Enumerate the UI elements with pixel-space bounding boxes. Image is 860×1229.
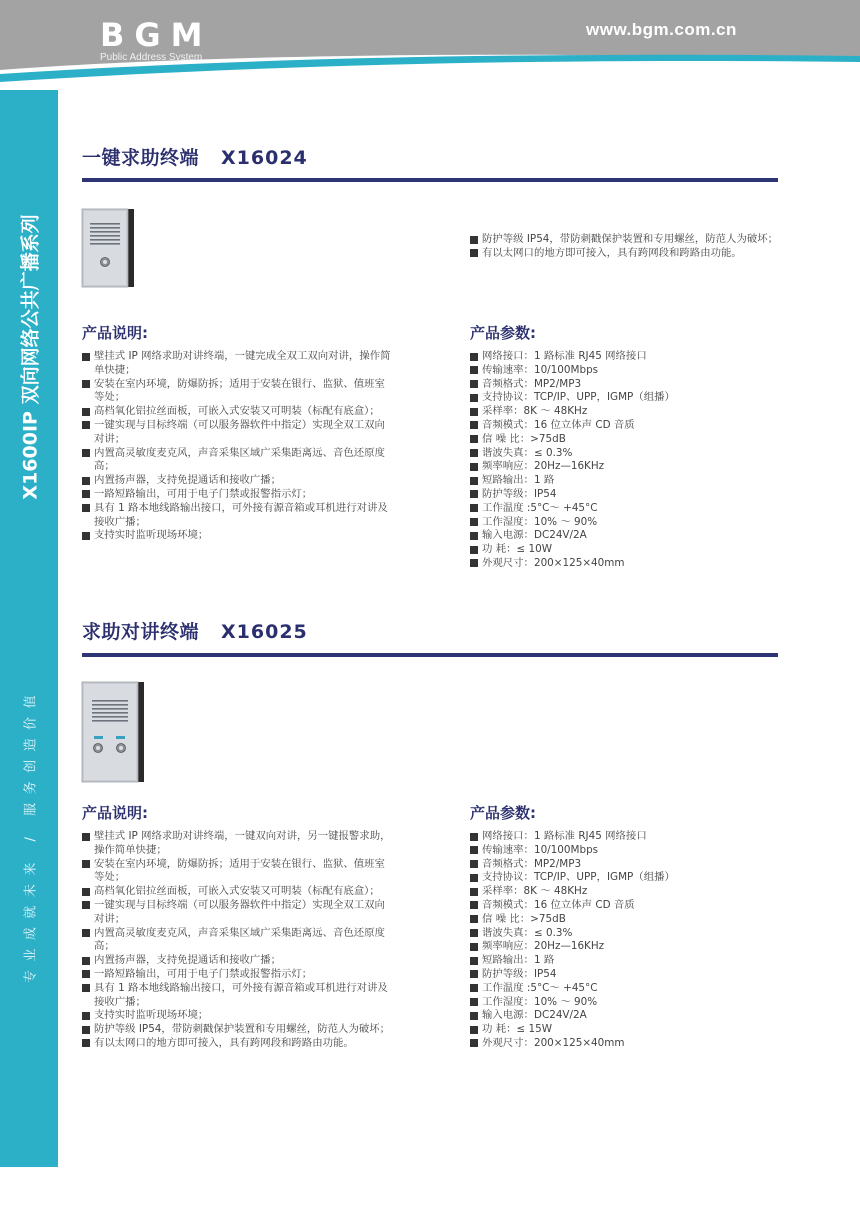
list-item: 内置扬声器，支持免提通话和接收广播； (82, 954, 392, 968)
list-item: 有以太网口的地方即可接入，具有跨网段和跨路由功能。 (82, 1037, 392, 1051)
list-item: 音频模式：16 位立体声 CD 音质 (470, 419, 770, 433)
list-item: 网络接口：1 路标准 RJ45 网络接口 (470, 830, 770, 844)
list-item: 外观尺寸：200×125×40mm (470, 1037, 770, 1051)
product-title (82, 617, 308, 644)
logo-subtitle: Public Address System (100, 52, 203, 63)
list-item: 高档氧化铝拉丝面板，可嵌入式安装又可明装（标配有底盒）； (82, 405, 392, 419)
list-item: 一路短路输出，可用于电子门禁或报警指示灯； (82, 488, 392, 502)
product-name: 一键求助终端 (82, 147, 200, 169)
list-item: 壁挂式 IP 网络求助对讲终端，一键双向对讲，另一键报警求助，操作简单快捷； (82, 830, 392, 858)
list-item: 谐波失真：≤ 0.3% (470, 927, 770, 941)
list-item: 频率响应：20Hz—16KHz (470, 940, 770, 954)
list-item: 工作温度 :5°C～ +45°C (470, 982, 770, 996)
page-number: 33 (23, 1214, 35, 1228)
title-divider (82, 653, 778, 657)
list-item: 采样率：8K ～ 48KHz (470, 405, 770, 419)
list-item: 短路输出：1 路 (470, 954, 770, 968)
list-item: 外观尺寸：200×125×40mm (470, 557, 770, 571)
list-item: 一路短路输出，可用于电子门禁或报警指示灯； (82, 968, 392, 982)
list-item: 信 噪 比：>75dB (470, 433, 770, 447)
list-item: 防护等级：IP54 (470, 968, 770, 982)
list-item: 输入电源：DC24V/2A (470, 1009, 770, 1023)
list-item: 采样率：8K ～ 48KHz (470, 885, 770, 899)
product-image-x16025 (80, 680, 146, 784)
list-item: 传输速率：10/100Mbps (470, 364, 770, 378)
list-item: 频率响应：20Hz—16KHz (470, 460, 770, 474)
website-url: www.bgm.com.cn (586, 20, 737, 39)
series-title: X1600IP 双向网络公共广播系列 (19, 214, 42, 500)
list-item: 内置扬声器，支持免提通话和接收广播； (82, 474, 392, 488)
description-heading: 产品说明: (82, 804, 148, 822)
logo-text: BGM (100, 16, 213, 54)
list-item: 安装在室内环境，防爆防拆；适用于安装在银行、监狱、值班室等处； (82, 378, 392, 406)
list-item: 信 噪 比：>75dB (470, 913, 770, 927)
product-model: X16025 (221, 621, 308, 643)
list-item: 防护等级 IP54，带防刺戳保护装置和专用螺丝，防范人为破坏； (82, 1023, 392, 1037)
list-item: 内置高灵敏度麦克风，声音采集区域广采集距离远、音色还原度高； (82, 927, 392, 955)
list-item: 具有 1 路本地线路输出接口，可外接有源音箱或耳机进行对讲及接收广播； (82, 502, 392, 530)
list-item: 工作温度 :5°C～ +45°C (470, 502, 770, 516)
list-item: 安装在室内环境，防爆防拆；适用于安装在银行、监狱、值班室等处； (82, 858, 392, 886)
list-item: 防护等级 IP54，带防刺戳保护装置和专用螺丝，防范人为破坏； (470, 233, 785, 247)
page-header (0, 0, 860, 90)
parameters-list (470, 830, 770, 1051)
list-item: 有以太网口的地方即可接入，具有跨网段和跨路由功能。 (470, 247, 785, 261)
list-item: 谐波失真：≤ 0.3% (470, 447, 770, 461)
list-item: 功 耗：≤ 10W (470, 543, 770, 557)
list-item: 防护等级：IP54 (470, 488, 770, 502)
list-item: 工作湿度：10% ～ 90% (470, 516, 770, 530)
list-item: 壁挂式 IP 网络求助对讲终端，一键完成全双工双向对讲，操作简单快捷； (82, 350, 392, 378)
parameters-heading: 产品参数: (470, 324, 536, 342)
list-item: 内置高灵敏度麦克风，声音采集区域广采集距离远、音色还原度高； (82, 447, 392, 475)
list-item: 网络接口：1 路标准 RJ45 网络接口 (470, 350, 770, 364)
parameters-list (470, 350, 770, 571)
title-divider (82, 178, 778, 182)
list-item: 音频格式：MP2/MP3 (470, 858, 770, 872)
list-item: 音频模式：16 位立体声 CD 音质 (470, 899, 770, 913)
list-item: 支持协议：TCP/IP、UPP，IGMP（组播） (470, 871, 770, 885)
list-item: 功 耗：≤ 15W (470, 1023, 770, 1037)
product-image-x16024 (80, 207, 136, 289)
features-list (82, 350, 392, 543)
list-item: 输入电源：DC24V/2A (470, 529, 770, 543)
list-item: 支持实时监听现场环境； (82, 1009, 392, 1023)
brand-logo (100, 18, 213, 63)
product-model: X16024 (221, 147, 308, 169)
description-heading: 产品说明: (82, 324, 148, 342)
list-item: 支持协议：TCP/IP、UPP，IGMP（组播） (470, 391, 770, 405)
list-item: 支持实时监听现场环境； (82, 529, 392, 543)
features-list (82, 830, 392, 1051)
product-title (82, 143, 308, 170)
sidebar (0, 90, 58, 1228)
list-item: 一键实现与目标终端（可以服务器软件中指定）实现全双工双向对讲； (82, 419, 392, 447)
list-item: 音频格式：MP2/MP3 (470, 378, 770, 392)
product-name: 求助对讲终端 (82, 621, 200, 643)
list-item: 工作湿度：10% ～ 90% (470, 996, 770, 1010)
list-item: 高档氧化铝拉丝面板，可嵌入式安装又可明装（标配有底盒）； (82, 885, 392, 899)
slogan: 专业成就未来 / 服务创造价值 (23, 686, 39, 984)
extra-features-list (470, 233, 785, 261)
list-item: 短路输出：1 路 (470, 474, 770, 488)
list-item: 一键实现与目标终端（可以服务器软件中指定）实现全双工双向对讲； (82, 899, 392, 927)
list-item: 传输速率：10/100Mbps (470, 844, 770, 858)
list-item: 具有 1 路本地线路输出接口，可外接有源音箱或耳机进行对讲及接收广播； (82, 982, 392, 1010)
parameters-heading: 产品参数: (470, 804, 536, 822)
